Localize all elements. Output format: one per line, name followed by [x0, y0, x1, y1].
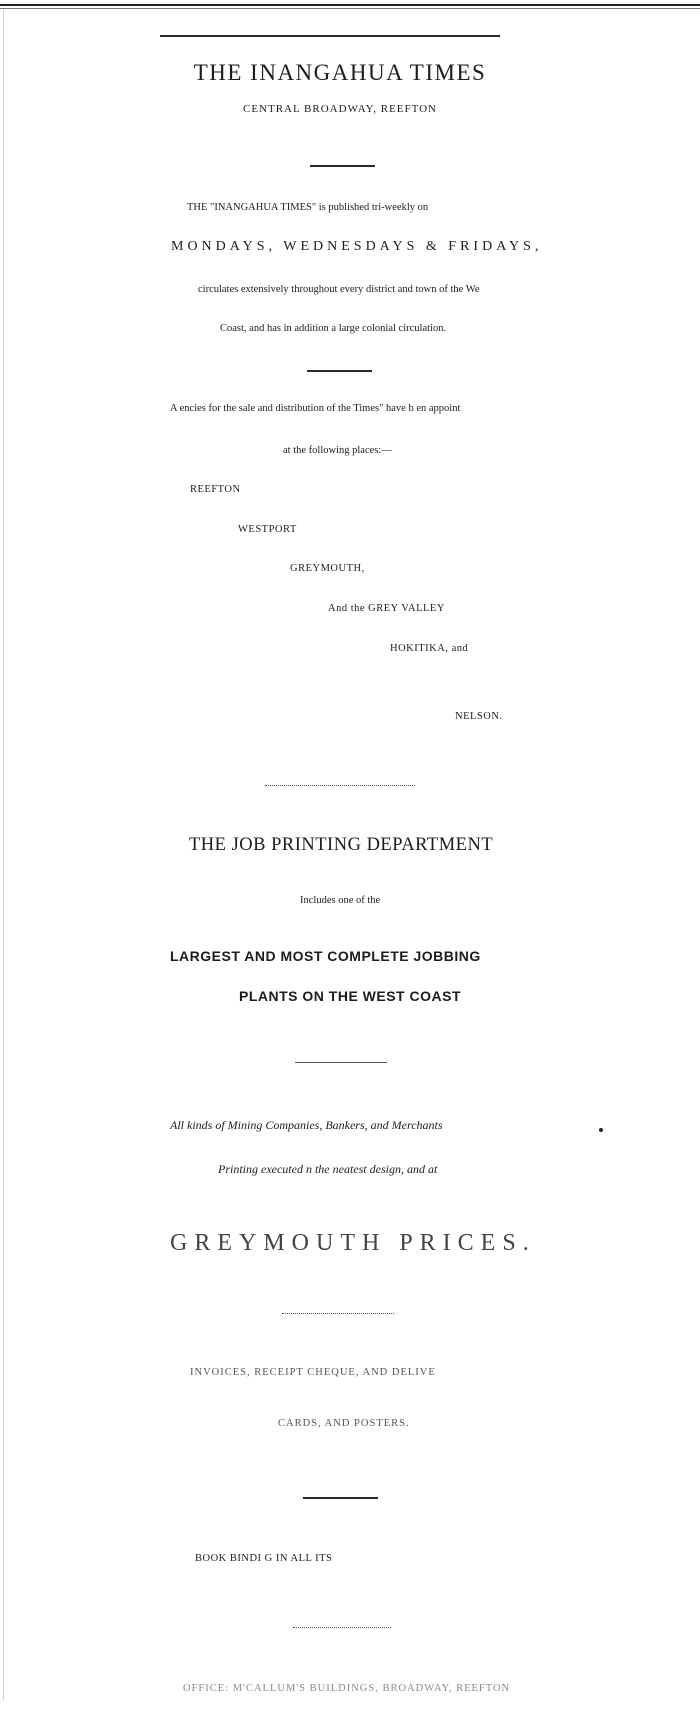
invoices-line: INVOICES, RECEIPT CHEQUE, AND DELIVE — [190, 1367, 436, 1378]
top-border-rule — [0, 4, 700, 6]
executed-line: Printing executed n the neatest design, and at — [218, 1162, 438, 1176]
masthead-rule — [160, 35, 500, 37]
mining-line: All kinds of Mining Companies, Bankers, and Merchants — [170, 1118, 443, 1132]
agency-place: REEFTON — [190, 484, 241, 495]
job-printing-line-2: PLANTS ON THE WEST COAST — [239, 988, 461, 1004]
job-printing-includes: Includes one of the — [300, 895, 381, 906]
agency-place: WESTPORT — [238, 524, 297, 535]
top-border-rule-thin — [0, 8, 700, 9]
greymouth-prices: GREYMOUTH PRICES. — [170, 1230, 536, 1256]
publication-days: MONDAYS, WEDNESDAYS & FRIDAYS, — [171, 239, 543, 254]
job-printing-line: LARGEST AND MOST COMPLETE JOBBING — [170, 948, 481, 964]
agency-place: NELSON. — [455, 711, 503, 722]
agency-place: And the GREY VALLEY — [328, 603, 445, 614]
section-rule — [307, 370, 372, 372]
cards-line: CARDS, AND POSTERS. — [278, 1418, 410, 1429]
section-rule — [295, 1062, 387, 1063]
publication-line: THE "INANGAHUA TIMES" is published tri-weekly on — [187, 202, 429, 213]
book-binding-line: BOOK BINDI G IN ALL ITS — [195, 1553, 333, 1564]
section-rule — [282, 1313, 394, 1314]
agency-place: HOKITIKA, and — [390, 643, 469, 654]
section-rule — [303, 1497, 378, 1499]
agency-place: GREYMOUTH, — [290, 563, 365, 574]
ink-dot — [599, 1128, 603, 1132]
section-rule — [265, 785, 415, 786]
agencies-line: A encies for the sale and distribution of the Times" have b en appoint — [170, 403, 461, 414]
job-printing-heading: THE JOB PRINTING DEPARTMENT — [189, 835, 494, 855]
masthead-title: THE INANGAHUA TIMES — [193, 60, 487, 85]
circulation-line: circulates extensively throughout every district and town of the We — [198, 284, 480, 295]
section-rule — [293, 1627, 391, 1628]
circulation-line-2: Coast, and has in addition a large colonial circulation. — [220, 323, 447, 334]
left-margin-rule — [3, 10, 4, 1700]
agencies-line-2: at the following places:— — [283, 445, 392, 456]
ornament-rule — [310, 165, 375, 167]
masthead-address: CENTRAL BROADWAY, REEFTON — [243, 103, 437, 115]
footer-imprint: OFFICE: M'CALLUM'S BUILDINGS, BROADWAY, REEFTON — [183, 1683, 511, 1694]
